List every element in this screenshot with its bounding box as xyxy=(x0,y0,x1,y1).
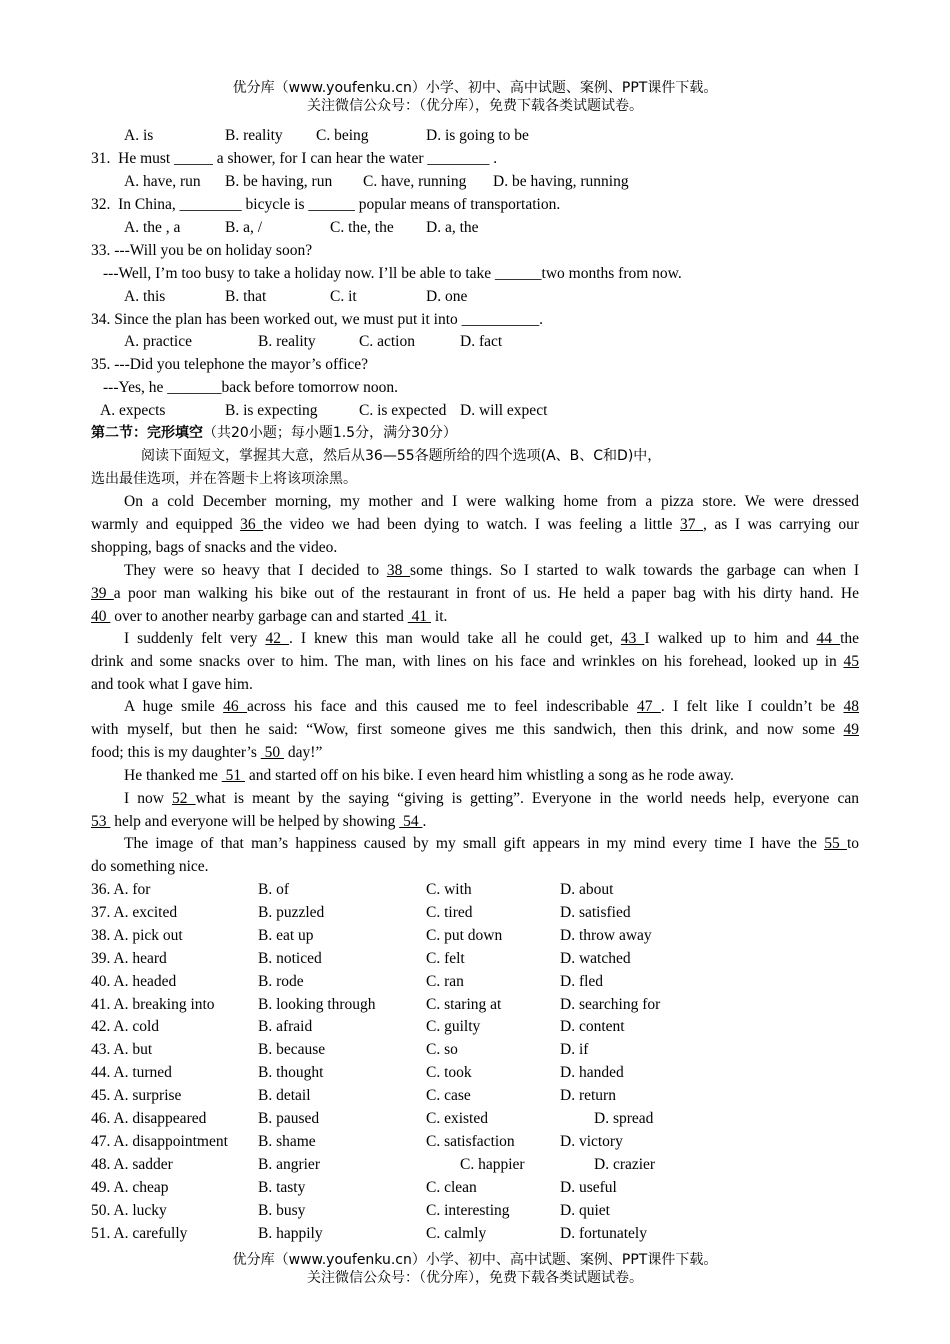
blank-43: 43 xyxy=(620,630,645,647)
answer-option-c: C. took xyxy=(426,1064,472,1082)
answer-option-c: C. staring at xyxy=(426,995,502,1013)
q31-option-b: B. be having, run xyxy=(225,173,333,190)
answer-option-b: B. afraid xyxy=(258,1018,313,1036)
answer-option-c: C. put down xyxy=(426,926,503,944)
q32-option-b: B. a, / xyxy=(225,219,263,236)
q35-option-c: C. is expected xyxy=(359,402,447,419)
section-instruction-1: 阅读下面短文，掌握其大意，然后从36—55各题所给的四个选项(A、B、C和D)中， xyxy=(141,448,662,464)
section-heading xyxy=(91,423,457,443)
q35-option-b: B. is expecting xyxy=(225,402,318,419)
passage-line: do something nice. xyxy=(91,858,209,875)
page-footer-line2: 关注微信公众号：（优分库），免费下载各类试题试卷。 xyxy=(307,1270,643,1286)
answer-option-c: C. existed xyxy=(426,1110,488,1127)
answer-option-b: B. tasty xyxy=(258,1178,306,1196)
blank-50: 50 xyxy=(260,744,285,761)
blank-54: 54 xyxy=(399,813,423,830)
passage-line: He thanked me 51 and started off on his bike. I even heard him whistling a song as he rode away. xyxy=(124,767,734,784)
answer-option-d: D. crazier xyxy=(594,1155,656,1173)
q34-option-a: A. practice xyxy=(124,333,192,350)
answer-option-c: C. so xyxy=(426,1041,458,1059)
answer-option-d: D. fortunately xyxy=(560,1224,647,1242)
answer-option-c: C. tired xyxy=(426,903,473,921)
answer-option-b: B. looking through xyxy=(258,995,376,1013)
q33-stem: 33. ---Will you be on holiday soon? xyxy=(91,242,313,259)
answer-option-b: B. noticed xyxy=(258,949,322,967)
blank-46: 46 xyxy=(223,698,247,715)
answer-option-c: C. happier xyxy=(460,1155,525,1173)
blank-51: 51 xyxy=(221,767,245,784)
answer-option-c: C. case xyxy=(426,1087,471,1105)
q30-option-b: B. reality xyxy=(225,127,283,144)
answer-option-b: B. detail xyxy=(258,1087,311,1105)
q32-stem: 32. In China, ________ bicycle is ______ popular means of transportation. xyxy=(91,196,561,213)
answer-option-b: B. shame xyxy=(258,1132,316,1150)
q34-stem: 34. Since the plan has been worked out, we must put it into __________. xyxy=(91,311,544,328)
passage-line: with myself, but then he said: “Wow, first someone gives me this sandwich, then this drink, and now some 49 xyxy=(91,721,859,738)
q30-option-c: C. being xyxy=(316,127,369,144)
blank-48: 48 xyxy=(843,698,859,715)
q35-option-d: D. will expect xyxy=(460,402,548,419)
blank-40: 40 xyxy=(91,608,111,625)
answer-option-d: D. spread xyxy=(594,1110,654,1127)
answer-option-d: D. fled xyxy=(560,972,604,990)
q34-option-c: C. action xyxy=(359,333,415,350)
passage-line: and took what I gave him. xyxy=(91,676,253,693)
answer-option-b: B. angrier xyxy=(258,1155,320,1173)
q35-option-a: A. expects xyxy=(100,402,166,419)
answer-option-d: D. content xyxy=(560,1018,625,1036)
answer-option-a: 36. A. for xyxy=(91,881,151,898)
answer-option-a: 38. A. pick out xyxy=(91,926,183,944)
blank-44: 44 xyxy=(816,630,841,647)
answer-option-b: B. of xyxy=(258,881,289,898)
answer-option-a: 50. A. lucky xyxy=(91,1201,167,1219)
passage-line: shopping, bags of snacks and the video. xyxy=(91,539,338,556)
answer-option-b: B. thought xyxy=(258,1064,324,1082)
blank-55: 55 xyxy=(824,835,847,852)
passage-line: 40 over to another nearby garbage can and started 41 it. xyxy=(91,608,448,625)
answer-option-d: D. satisfied xyxy=(560,903,631,921)
answer-option-c: C. clean xyxy=(426,1178,477,1196)
answer-option-a: 44. A. turned xyxy=(91,1064,172,1082)
answer-option-d: D. watched xyxy=(560,949,631,967)
q30-option-d: D. is going to be xyxy=(426,127,529,144)
blank-52: 52 xyxy=(171,790,196,807)
answer-option-c: C. felt xyxy=(426,949,465,967)
blank-53: 53 xyxy=(91,813,111,830)
q31-option-c: C. have, running xyxy=(363,173,467,190)
section-instruction-2: 选出最佳选项，并在答题卡上将该项涂黑。 xyxy=(91,471,357,487)
q32-option-d: D. a, the xyxy=(426,219,479,236)
answer-option-c: C. calmly xyxy=(426,1224,487,1242)
passage-line: On a cold December morning, my mother and I were walking home from a pizza store. We were dressed xyxy=(124,493,859,510)
passage-line: drink and some snacks over to him. The man, with lines on his face and wrinkles on his forehead, looked up in 45 xyxy=(91,653,859,670)
answer-option-a: 37. A. excited xyxy=(91,903,178,921)
answer-option-a: 49. A. cheap xyxy=(91,1178,169,1196)
answer-option-a: 51. A. carefully xyxy=(91,1224,188,1242)
answer-option-a: 48. A. sadder xyxy=(91,1155,173,1173)
answer-option-a: 46. A. disappeared xyxy=(91,1110,207,1127)
q34-option-b: B. reality xyxy=(258,333,316,350)
passage-line: I now 52 what is meant by the saying “giving is getting”. Everyone in the world needs help, everyone can xyxy=(124,790,859,807)
passage-line: The image of that man’s happiness caused by my small gift appears in my mind every time I have the 55 to xyxy=(124,835,859,852)
passage-line: They were so heavy that I decided to 38 some things. So I started to walk towards the garbage can when I xyxy=(124,562,859,579)
passage-line: 39 a poor man walking his bike out of the restaurant in front of us. He held a paper bag with his dirty hand. He xyxy=(91,585,860,602)
blank-39: 39 xyxy=(91,585,114,602)
answer-option-d: D. return xyxy=(560,1087,616,1105)
passage-line: food; this is my daughter’s 50 day!” xyxy=(91,744,323,761)
q33-option-a: A. this xyxy=(124,288,166,305)
answer-option-b: B. paused xyxy=(258,1110,320,1127)
q35-stem: 35. ---Did you telephone the mayor’s office? xyxy=(91,356,369,373)
blank-37: 37 xyxy=(679,516,703,533)
answer-option-d: D. quiet xyxy=(560,1201,610,1219)
answer-option-d: D. if xyxy=(560,1041,589,1059)
q32-option-a: A. the , a xyxy=(124,219,181,236)
blank-36: 36 xyxy=(240,516,264,533)
answer-option-d: D. searching for xyxy=(560,995,661,1013)
answer-option-d: D. victory xyxy=(560,1132,623,1150)
blank-49: 49 xyxy=(843,721,859,738)
answer-option-a: 41. A. breaking into xyxy=(91,995,215,1013)
answer-option-a: 40. A. headed xyxy=(91,972,177,990)
answer-option-b: B. busy xyxy=(258,1201,306,1219)
q33-option-d: D. one xyxy=(426,288,468,305)
blank-47: 47 xyxy=(637,698,661,715)
blank-45: 45 xyxy=(843,653,859,670)
section-title: 第二节：完形填空 xyxy=(91,425,203,441)
answer-option-d: D. throw away xyxy=(560,926,652,944)
section-note: （共20小题；每小题1.5分，满分30分） xyxy=(203,425,457,441)
answer-option-b: B. because xyxy=(258,1041,326,1059)
answer-option-d: D. useful xyxy=(560,1178,617,1196)
q31-stem: 31. He must _____ a shower, for I can hear the water ________ . xyxy=(91,150,498,167)
answer-option-c: C. ran xyxy=(426,972,464,990)
passage-line: warmly and equipped 36 the video we had been dying to watch. I was feeling a little 37 , as I was carrying our xyxy=(91,516,859,533)
passage-line: A huge smile 46 across his face and this caused me to feel indescribable 47 . I felt like I couldn’t be 48 xyxy=(124,698,859,715)
answer-option-c: C. interesting xyxy=(426,1201,510,1219)
answer-option-a: 45. A. surprise xyxy=(91,1087,182,1105)
answer-option-b: B. happily xyxy=(258,1224,323,1242)
answer-option-b: B. puzzled xyxy=(258,903,325,921)
passage-line: I suddenly felt very 42 . I knew this man would take all he could get, 43 I walked up to him and 44 the xyxy=(124,630,859,647)
page-footer-line1: 优分库（www.youfenku.cn）小学、初中、高中试题、案例、PPT课件下载。 xyxy=(232,1252,718,1268)
passage-line: 53 help and everyone will be helped by showing 54 . xyxy=(91,813,427,830)
q35-stem-reply: ---Yes, he _______back before tomorrow noon. xyxy=(103,379,399,396)
q34-option-d: D. fact xyxy=(460,333,503,350)
q31-option-d: D. be having, running xyxy=(493,173,629,190)
q33-option-b: B. that xyxy=(225,288,267,305)
answer-option-b: B. rode xyxy=(258,972,304,990)
q31-option-a: A. have, run xyxy=(124,173,201,190)
q33-stem-reply: ---Well, I’m too busy to take a holiday now. I’ll be able to take ______two months from now. xyxy=(103,265,682,282)
q32-option-c: C. the, the xyxy=(330,219,394,236)
answer-option-c: C. satisfaction xyxy=(426,1132,515,1150)
blank-42: 42 xyxy=(265,630,289,647)
answer-option-a: 43. A. but xyxy=(91,1041,153,1059)
blank-38: 38 xyxy=(386,562,411,579)
answer-option-d: D. about xyxy=(560,881,614,898)
answer-option-b: B. eat up xyxy=(258,926,314,944)
q30-option-a: A. is xyxy=(124,127,154,144)
answer-option-a: 47. A. disappointment xyxy=(91,1132,228,1150)
page-header-line1: 优分库（www.youfenku.cn）小学、初中、高中试题、案例、PPT课件下载。 xyxy=(232,80,718,96)
answer-option-c: C. with xyxy=(426,881,472,898)
blank-41: 41 xyxy=(407,608,432,625)
answer-option-d: D. handed xyxy=(560,1064,624,1082)
answer-option-c: C. guilty xyxy=(426,1018,481,1036)
answer-option-a: 39. A. heard xyxy=(91,949,167,967)
answer-option-a: 42. A. cold xyxy=(91,1018,160,1036)
page-header-line2: 关注微信公众号：（优分库），免费下载各类试题试卷。 xyxy=(307,98,643,114)
q33-option-c: C. it xyxy=(330,288,357,305)
